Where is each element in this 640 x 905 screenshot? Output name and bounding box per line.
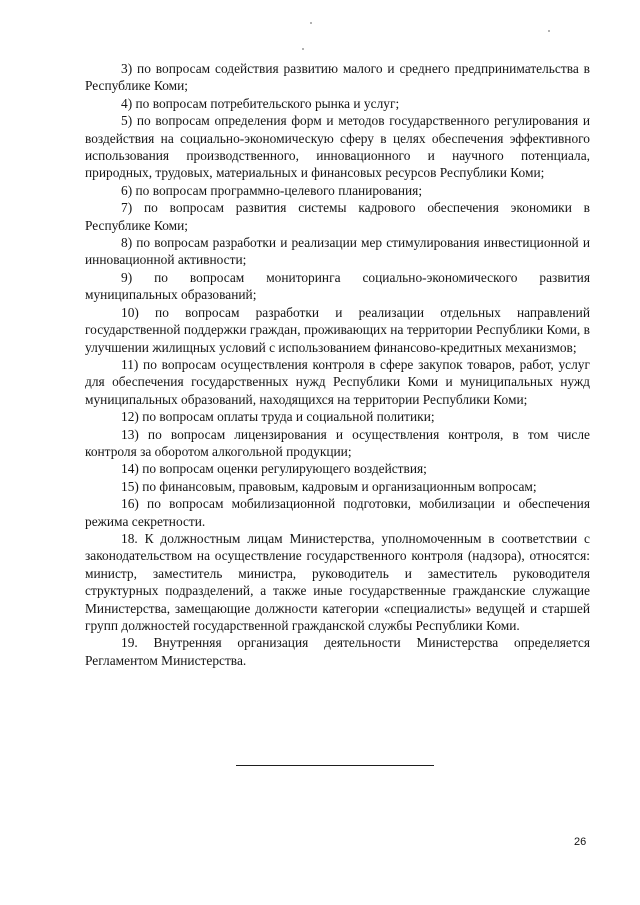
list-item-12: 12) по вопросам оплаты труда и социальной политики; (121, 409, 435, 425)
list-item-14: 14) по вопросам оценки регулирующего воздействия; (121, 461, 427, 477)
page-number: 26 (574, 836, 587, 848)
document-body (85, 60, 590, 669)
list-item-15: 15) по финансовым, правовым, кадровым и организационным вопросам; (121, 478, 537, 494)
scan-speck (548, 30, 550, 32)
list-item-8: 8) по вопросам разработки и реализации мер стимулирования инвестиционной и инновационной активности; (85, 235, 590, 268)
list-item-4: 4) по вопросам потребительского рынка и услуг; (121, 95, 400, 111)
list-item-3: 3) по вопросам содействия развитию малого и среднего предпринимательства в Республике Коми; (85, 61, 590, 94)
list-item-7: 7) по вопросам развития системы кадрового обеспечения экономики в Республике Коми; (85, 200, 590, 233)
scan-speck (302, 48, 304, 50)
list-item-10: 10) по вопросам разработки и реализации отдельных направлений государственной поддержки граждан, проживающих на территории Республики Коми, в улучшении жилищных условий с использованием финансово-кредитных механизмов; (85, 304, 590, 355)
list-item-13: 13) по вопросам лицензирования и осуществления контроля, в том числе контроля за оборотом алкогольной продукции; (85, 426, 590, 459)
scan-speck (310, 22, 312, 24)
section-18-paragraph: 18. К должностным лицам Министерства, уполномоченным в соответствии с законодательством на осуществление государственного контроля (надзора), относятся: министр, заместитель министра, руководитель и заместитель руководителя структурных подразделений, а также иные государственные гражданские служащие Министерства, замещающие должности категории «специалисты» ведущей и старшей групп должностей государственной гражданской службы Республики Коми. (85, 530, 590, 633)
end-of-text-rule (236, 765, 434, 766)
list-item-16: 16) по вопросам мобилизационной подготовки, мобилизации и обеспечения режима секретности. (85, 496, 590, 529)
list-item-5: 5) по вопросам определения форм и методов государственного регулирования и воздействия на социально-экономическую сферу в целях обеспечения эффективного использования производственного, инновационного и научного потенциала, природных, трудовых, материальных и финансовых ресурсов Республики Коми; (85, 113, 590, 181)
list-item-9: 9) по вопросам мониторинга социально-экономического развития муниципальных образований; (85, 269, 590, 303)
list-item-11: 11) по вопросам осуществления контроля в сфере закупок товаров, работ, услуг для обеспечения государственных нужд Республики Коми и муниципальных нужд муниципальных образований, находящихся на территории Республики Коми; (85, 356, 590, 407)
section-19-paragraph: 19. Внутренняя организация деятельности Министерства определяется Регламентом Министерства. (85, 635, 590, 668)
list-item-6: 6) по вопросам программно-целевого планирования; (121, 182, 423, 198)
